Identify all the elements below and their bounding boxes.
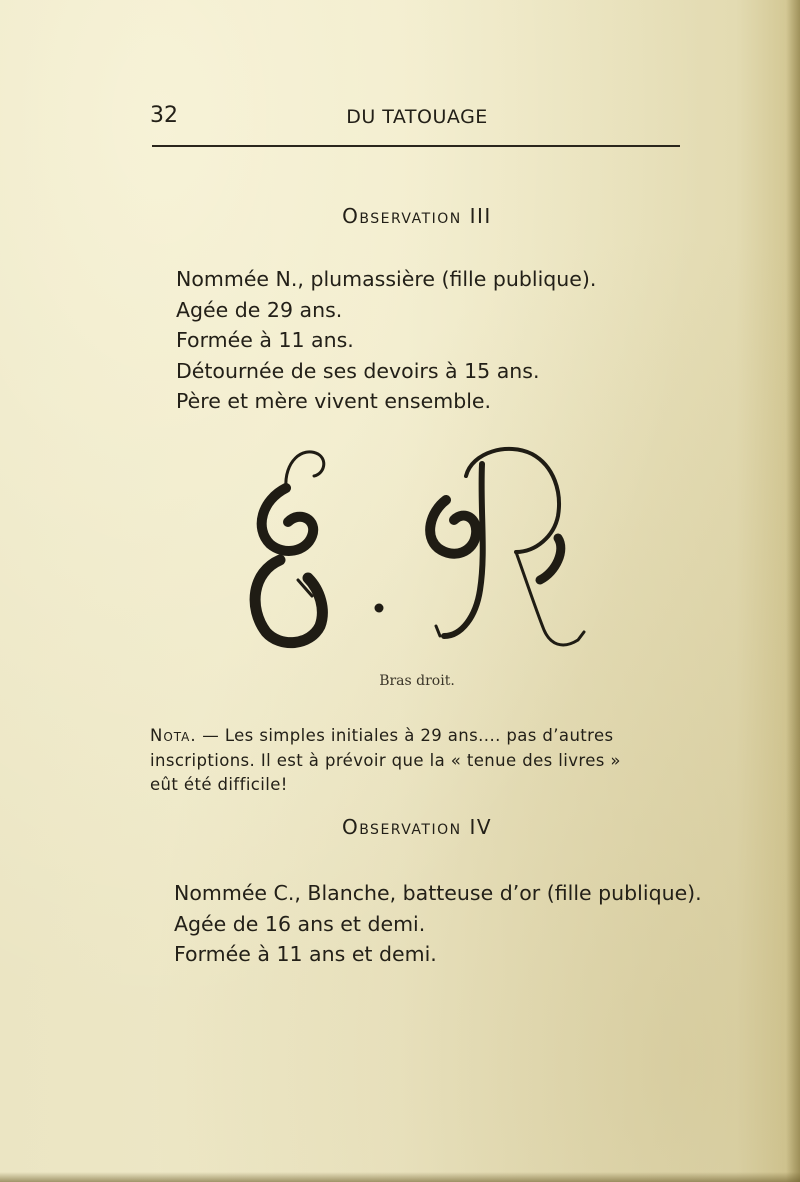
tattoo-letter-e — [286, 452, 324, 488]
figure-caption: Bras droit. — [379, 673, 455, 689]
observation-3-line: Père et mère vivent ensemble. — [176, 389, 492, 413]
page-number: 32 — [150, 103, 178, 128]
page-edge-shadow — [786, 0, 800, 1182]
tattoo-dot — [375, 604, 384, 613]
observation-3-line: Agée de 29 ans. — [176, 297, 343, 322]
running-head: DU TATOUAGE — [346, 106, 488, 128]
observation-3-title: Observation III — [342, 204, 492, 228]
observation-3-entries — [176, 264, 596, 417]
observation-4-title: Observation IV — [341, 815, 493, 839]
observation-4-line: Agée de 16 ans et demi. — [174, 911, 426, 936]
header-rule — [152, 145, 680, 147]
observation-3-line: Nommée N., plumassière (fille publique). — [176, 267, 597, 291]
nota-text: — Les simples initiales à 29 ans.... pas d’autres inscriptions. Il est à prévoir que la « tenue des livres » eût été difficile! — [150, 726, 621, 794]
page-bottom-shadow — [0, 1172, 800, 1182]
nota-label: Nota. — [150, 726, 197, 745]
observation-4-line: Formée à 11 ans et demi. — [174, 942, 437, 966]
observation-3-line: Formée à 11 ans. — [176, 328, 354, 352]
observation-4-line: Nommée C., Blanche, batteuse d’or (fille publique). — [174, 881, 702, 905]
nota-paragraph — [150, 724, 710, 798]
observation-4-entries — [174, 878, 702, 970]
observation-3-line: Détournée de ses devoirs à 15 ans. — [176, 358, 540, 383]
tattoo-initials-figure — [240, 440, 610, 670]
